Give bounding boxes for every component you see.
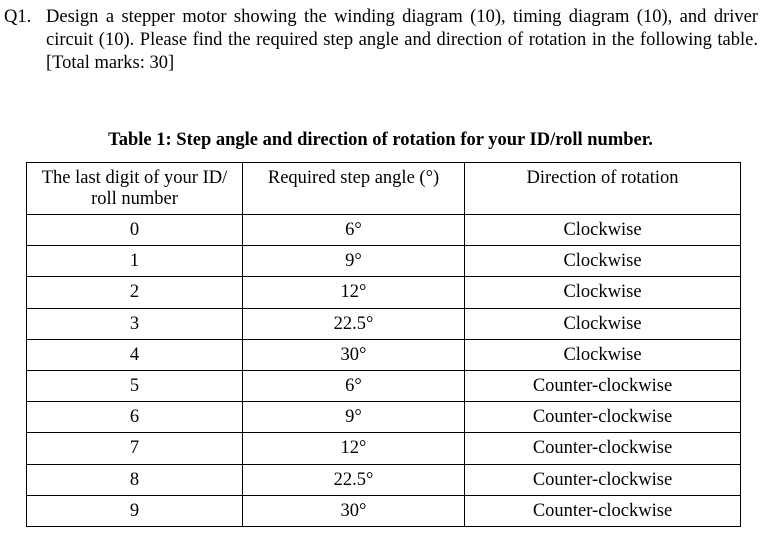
header-direction: Direction of rotation	[465, 163, 741, 215]
table-header-row	[27, 163, 741, 215]
cell-direction: Counter-clockwise	[465, 433, 741, 464]
cell-step-angle: 9°	[243, 402, 465, 433]
cell-direction: Clockwise	[465, 215, 741, 246]
question-number: Q1.	[4, 7, 32, 27]
question-block	[4, 6, 758, 75]
cell-direction: Counter-clockwise	[465, 495, 741, 526]
cell-digit: 9	[27, 495, 243, 526]
table-row	[27, 402, 741, 433]
cell-step-angle: 30°	[243, 339, 465, 370]
table-row	[27, 495, 741, 526]
cell-step-angle: 9°	[243, 246, 465, 277]
step-angle-table	[26, 162, 741, 527]
cell-digit: 6	[27, 402, 243, 433]
cell-step-angle: 12°	[243, 277, 465, 308]
table-row	[27, 370, 741, 401]
table-row	[27, 246, 741, 277]
cell-digit: 2	[27, 277, 243, 308]
cell-direction: Clockwise	[465, 277, 741, 308]
cell-direction: Clockwise	[465, 246, 741, 277]
cell-direction: Clockwise	[465, 308, 741, 339]
cell-step-angle: 6°	[243, 215, 465, 246]
cell-step-angle: 22.5°	[243, 464, 465, 495]
cell-step-angle: 30°	[243, 495, 465, 526]
table-caption: Table 1: Step angle and direction of rotation for your ID/roll number.	[108, 130, 653, 150]
cell-direction: Counter-clockwise	[465, 402, 741, 433]
cell-digit: 5	[27, 370, 243, 401]
header-step-angle: Required step angle (°)	[243, 163, 465, 215]
cell-digit: 7	[27, 433, 243, 464]
cell-digit: 3	[27, 308, 243, 339]
table-row	[27, 277, 741, 308]
cell-direction: Counter-clockwise	[465, 464, 741, 495]
table-row	[27, 339, 741, 370]
table-row	[27, 308, 741, 339]
cell-direction: Counter-clockwise	[465, 370, 741, 401]
cell-digit: 8	[27, 464, 243, 495]
cell-digit: 4	[27, 339, 243, 370]
question-text: Design a stepper motor showing the winding diagram (10), timing diagram (10), and driver circuit (10). Please find the required step angle and direction of rotation in the following table. [Total marks: 30]	[46, 7, 758, 73]
header-last-digit: The last digit of your ID/ roll number	[27, 163, 243, 215]
cell-step-angle: 22.5°	[243, 308, 465, 339]
table-row	[27, 433, 741, 464]
cell-step-angle: 6°	[243, 370, 465, 401]
cell-step-angle: 12°	[243, 433, 465, 464]
table-row	[27, 215, 741, 246]
cell-direction: Clockwise	[465, 339, 741, 370]
table-row	[27, 464, 741, 495]
cell-digit: 1	[27, 246, 243, 277]
cell-digit: 0	[27, 215, 243, 246]
